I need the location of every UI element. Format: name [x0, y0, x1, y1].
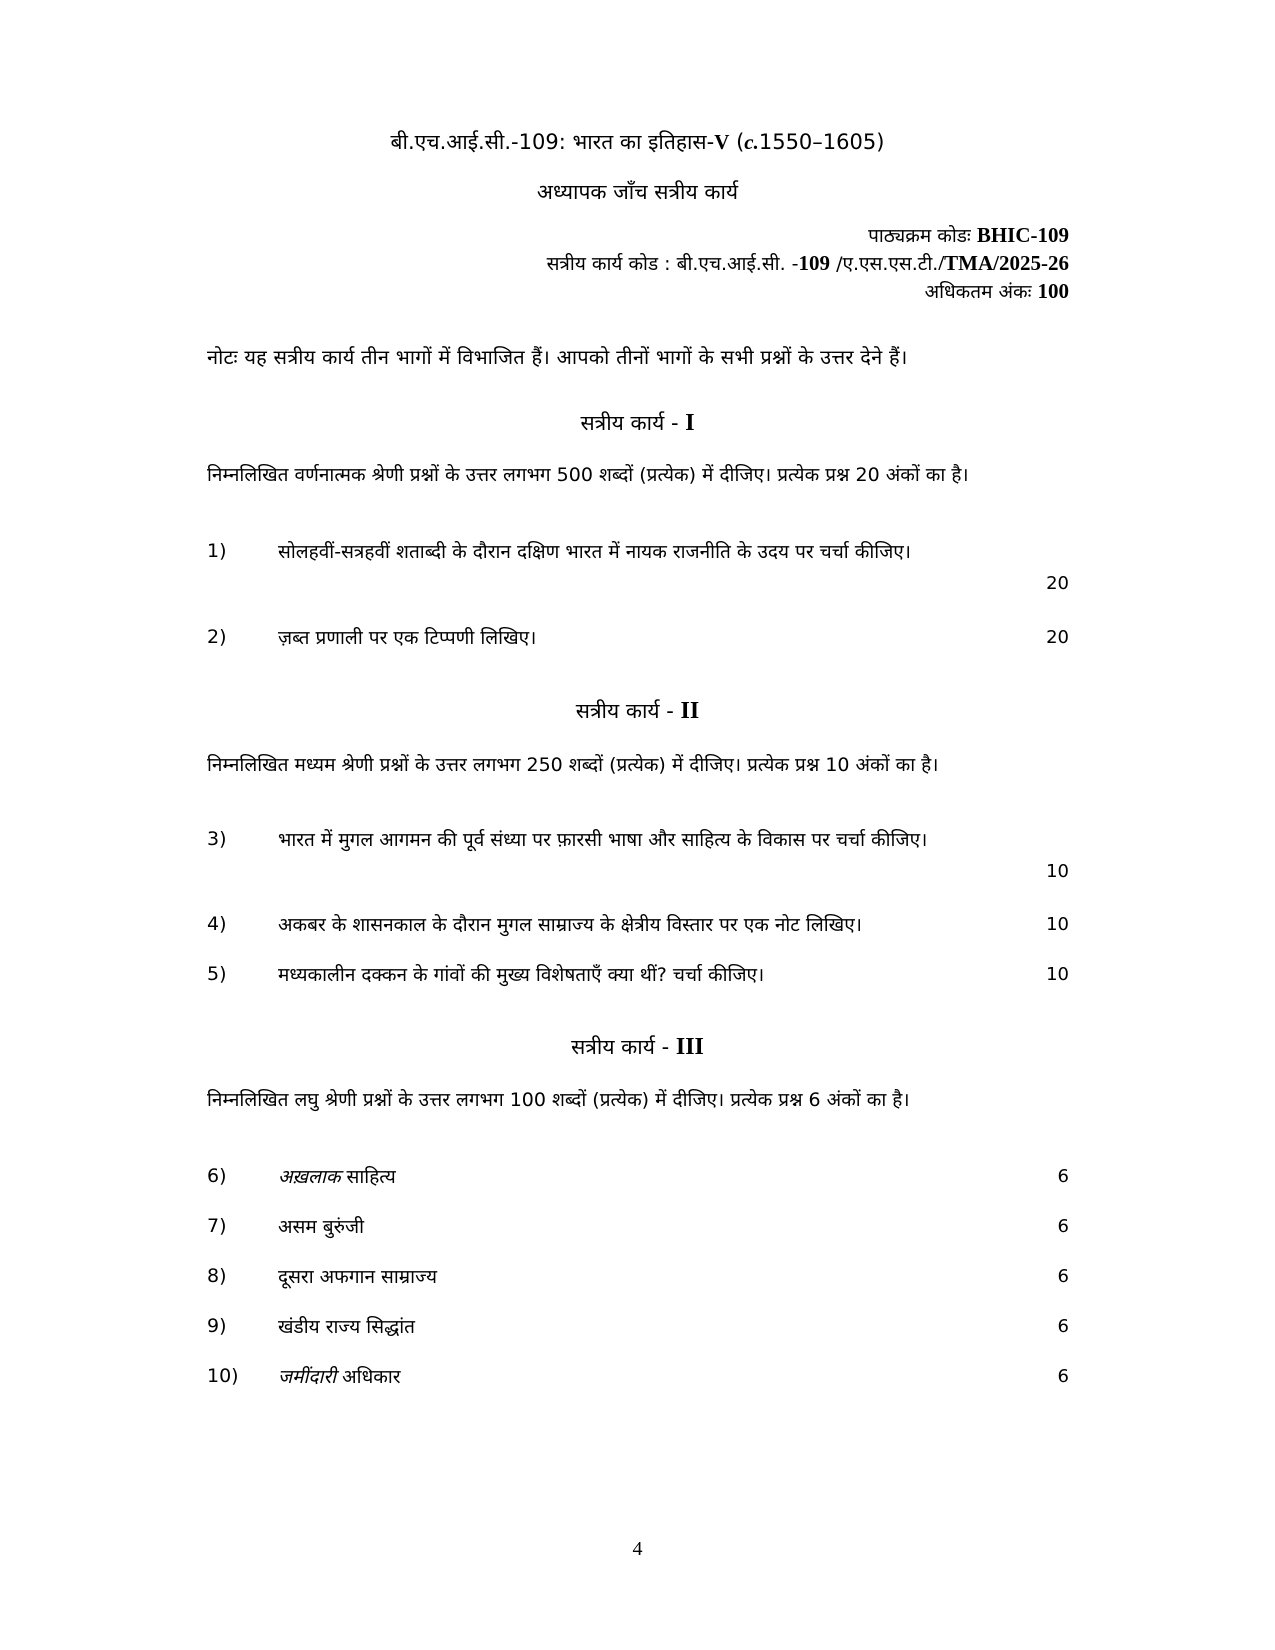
course-code-value: BHIC-109	[976, 223, 1069, 247]
title-roman: V	[714, 130, 730, 154]
question-marks: 6	[1057, 1316, 1069, 1337]
section-heading-label: सत्रीय कार्य -	[575, 699, 681, 723]
assignment-code-mid: /ए.एस.एस.टी.	[830, 253, 939, 275]
section-instruction-2: निम्नलिखित मध्यम श्रेणी प्रश्नों के उत्तर लगभग 250 शब्दों (प्रत्येक) में दीजिए। प्रत्येक प्रश्न 10 अंकों का है।	[207, 754, 939, 776]
question-number: 9)	[207, 1315, 227, 1337]
question-marks: 6	[1057, 1166, 1069, 1187]
question-text: असम बुरुंजी	[278, 1216, 364, 1238]
section-heading-1	[0, 409, 1275, 437]
note-text: नोटः यह सत्रीय कार्य तीन भागों में विभाजित हैं। आपको तीनों भागों के सभी प्रश्नों के उत्तर देने हैं।	[207, 345, 908, 369]
title-prefix: बी.एच.आई.सी.-109: भारत का इतिहास-	[390, 130, 715, 154]
title-circa: c.	[744, 130, 759, 154]
max-marks-value: 100	[1037, 279, 1069, 303]
document-subtitle: अध्यापक जाँच सत्रीय कार्य	[536, 180, 739, 204]
question-text: सोलहवीं-सत्रहवीं शताब्दी के दौरान दक्षिण भारत में नायक राजनीति के उदय पर चर्चा कीजिए।	[278, 541, 912, 563]
section-instruction-3: निम्नलिखित लघु श्रेणी प्रश्नों के उत्तर लगभग 100 शब्दों (प्रत्येक) में दीजिए। प्रत्येक प्रश्न 6 अंकों का है।	[207, 1089, 910, 1111]
section-heading-roman: I	[685, 410, 695, 436]
question-text: मध्यकालीन दक्कन के गांवों की मुख्य विशेषताएँ क्या थीं? चर्चा कीजिए।	[278, 964, 765, 986]
page-number: 4	[632, 1538, 643, 1560]
question-number: 7)	[207, 1215, 227, 1237]
question-number: 8)	[207, 1265, 227, 1287]
title-paren: (	[729, 130, 745, 154]
section-heading-label: सत्रीय कार्य -	[571, 1035, 676, 1059]
question-text: अकबर के शासनकाल के दौरान मुगल साम्राज्य के क्षेत्रीय विस्तार पर एक नोट लिखिए।	[278, 914, 862, 936]
section-instruction-1: निम्नलिखित वर्णनात्मक श्रेणी प्रश्नों के उत्तर लगभग 500 शब्दों (प्रत्येक) में दीजिए। प्रत्येक प्रश्न 20 अंकों का है।	[207, 464, 969, 486]
question-marks: 10	[1046, 861, 1069, 882]
question-number: 4)	[207, 913, 227, 935]
question-text: भारत में मुगल आगमन की पूर्व संध्या पर फ़ारसी भाषा और साहित्य के विकास पर चर्चा कीजिए।	[278, 829, 928, 851]
question-text: खंडीय राज्य सिद्धांत	[278, 1316, 416, 1338]
question-marks: 10	[1046, 964, 1069, 985]
question-number: 6)	[207, 1165, 227, 1187]
question-marks: 20	[1046, 573, 1069, 594]
title-years: 1550–1605)	[758, 130, 885, 154]
question-marks: 6	[1057, 1266, 1069, 1287]
question-text-rest: अधिकार	[336, 1366, 401, 1388]
question-text	[278, 1161, 1048, 1194]
course-code-label: पाठ्यक्रम कोडः	[868, 225, 977, 247]
question-number: 5)	[207, 963, 227, 985]
question-marks: 10	[1046, 914, 1069, 935]
assignment-code-num: 109	[798, 251, 831, 275]
question-text-italic: अख़लाक	[278, 1166, 341, 1188]
question-marks: 6	[1057, 1366, 1069, 1387]
section-heading-3	[0, 1033, 1275, 1061]
question-number: 1)	[207, 540, 227, 562]
question-marks: 6	[1057, 1216, 1069, 1237]
question-number: 3)	[207, 828, 227, 850]
question-marks: 20	[1046, 627, 1069, 648]
max-marks-label: अधिकतम अंकः	[924, 281, 1038, 303]
question-text-rest: साहित्य	[340, 1166, 396, 1188]
assignment-code	[547, 250, 1069, 276]
section-heading-roman: II	[680, 698, 700, 724]
question-text	[278, 1361, 1048, 1394]
document-title	[0, 128, 1275, 156]
course-code	[868, 222, 1069, 248]
max-marks	[925, 278, 1069, 304]
assignment-code-tail: /TMA/2025-26	[938, 251, 1069, 275]
section-heading-2	[0, 697, 1275, 725]
assignment-code-label: सत्रीय कार्य कोड : बी.एच.आई.सी. -	[546, 253, 799, 275]
question-text: दूसरा अफगान साम्राज्य	[278, 1266, 437, 1288]
question-text-italic: जमींदारी	[278, 1366, 337, 1388]
section-heading-label: सत्रीय कार्य -	[580, 411, 686, 435]
question-number: 10)	[207, 1365, 239, 1387]
question-number: 2)	[207, 626, 227, 648]
section-heading-roman: III	[675, 1034, 704, 1060]
question-text: ज़ब्त प्रणाली पर एक टिप्पणी लिखिए।	[278, 627, 537, 649]
